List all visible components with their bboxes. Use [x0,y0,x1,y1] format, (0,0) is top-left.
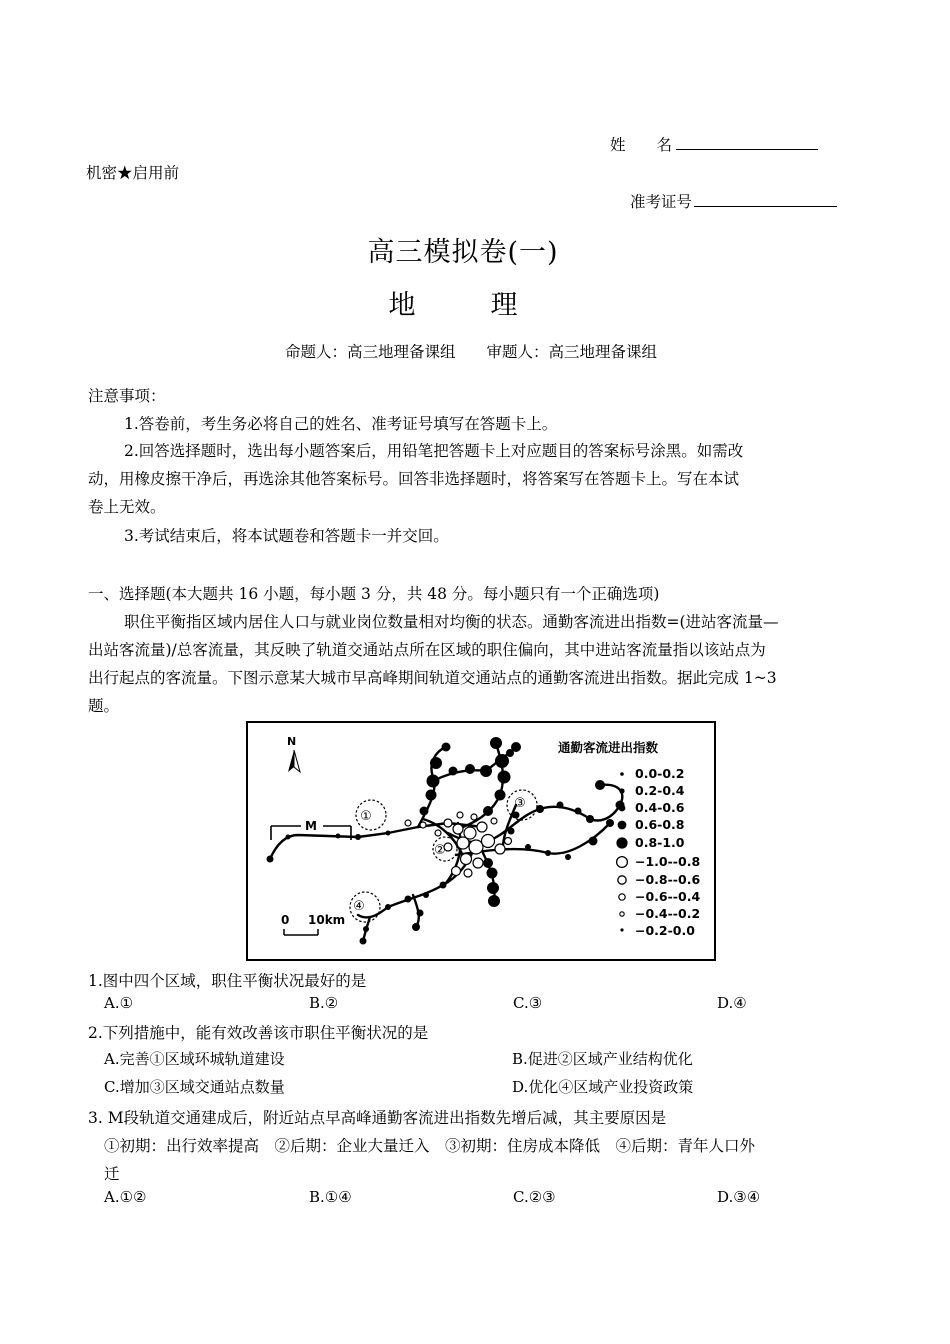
exam-id-label: 准考证号 [630,193,693,211]
notice-heading: 注意事项： [88,387,166,405]
north-label: N [287,735,297,748]
q3-items-line-1: ①初期：出行效率提高 ②后期：企业大量迁入 ③初期：住房成本降低 ④后期：青年人口外 [104,1137,756,1155]
region-2-label: ② [434,843,446,858]
legend-item-2: 0.2-0.4 [635,783,685,798]
exam-id-blank[interactable] [694,190,837,207]
notice-item-1: 1.答卷前，考生务必将自己的姓名、准考证号填写在答题卡上。 [124,415,558,433]
q1-option-d[interactable]: D.④ [717,994,747,1012]
intro-line-2: 出站客流量)/总客流量，其反映了轨道交通站点所在区域的职住偏向，其中进站客流量指以该站点为 [88,641,766,659]
q2-option-a[interactable]: A.完善①区域环城轨道建设 [104,1050,285,1068]
name-label: 姓 名 [610,136,673,154]
q1-option-b[interactable]: B.② [309,994,339,1012]
scale-bar [284,929,318,935]
north-arrow-icon [288,750,300,772]
exam-id-field[interactable] [630,190,837,212]
name-blank[interactable] [676,133,818,150]
q2-option-d[interactable]: D.优化④区域产业投资政策 [512,1078,694,1096]
q1-stem: 1.图中四个区域，职住平衡状况最好的是 [88,972,367,990]
q2-option-b[interactable]: B.促进②区域产业结构优化 [512,1050,693,1068]
scale-label: 10km [308,913,346,927]
q2-option-c[interactable]: C.增加③区域交通站点数量 [104,1078,285,1096]
authors-line: 命题人：高三地理备课组 审题人：高三地理备课组 [284,343,657,361]
commute-index-map [246,721,716,961]
legend-item-5: 0.8-1.0 [635,835,685,850]
rail-lines [270,743,622,941]
q2-stem: 2.下列措施中，能有效改善该市职住平衡状况的是 [88,1024,429,1042]
notice-item-3: 3.考试结束后，将本试题卷和答题卡一并交回。 [124,527,449,545]
q3-option-b[interactable]: B.①④ [309,1188,352,1206]
m-segment-label: M [305,819,317,833]
subject-title: 地 理 [388,290,542,321]
section-heading: 一、选择题(本大题共 16 小题，每小题 3 分，共 48 分。每小题只有一个正确选项) [88,585,660,603]
notice-item-2-line-2: 动，用橡皮擦干净后，再选涂其他答案标号。回答非选择题时，将答案写在答题卡上。写在本试 [88,470,740,488]
region-3-label: ③ [514,796,526,811]
q1-option-c[interactable]: C.③ [513,994,543,1012]
q3-option-d[interactable]: D.③④ [717,1188,761,1206]
legend-item-6: −1.0--0.8 [635,854,701,869]
legend-item-1: 0.0-0.2 [635,766,685,781]
intro-line-4: 题。 [88,697,120,715]
intro-line-3: 出行起点的客流量。下图示意某大城市早高峰期间轨道交通站点的通勤客流进出指数。据此完成 1~3 [88,669,777,687]
name-field[interactable] [610,133,818,155]
legend-item-10: −0.2-0.0 [635,923,695,938]
intro-line-1: 职住平衡指区域内居住人口与就业岗位数量相对均衡的状态。通勤客流进出指数=(进站客流量— [124,613,779,631]
region-1-label: ① [360,809,372,824]
legend-item-7: −0.8--0.6 [635,872,701,887]
legend-item-9: −0.4--0.2 [635,906,701,921]
legend-title: 通勤客流进出指数 [558,740,659,755]
q3-option-a[interactable]: A.①② [104,1188,147,1206]
scale-zero: 0 [281,913,290,927]
q3-stem: 3. M段轨道交通建成后，附近站点早高峰通勤客流进出指数先增后减，其主要原因是 [88,1109,667,1127]
legend-item-8: −0.6--0.4 [635,889,701,904]
legend-item-3: 0.4-0.6 [635,800,685,815]
legend-item-4: 0.6-0.8 [635,817,685,832]
region-4-label: ④ [353,899,365,914]
q3-option-c[interactable]: C.②③ [513,1188,556,1206]
notice-item-2-line-3: 卷上无效。 [88,498,166,516]
notice-item-2-line-1: 2.回答选择题时，选出每小题答案后，用铅笔把答题卡上对应题目的答案标号涂黑。如需改 [124,442,744,460]
page-title: 高三模拟卷(一) [367,237,559,268]
q3-items-line-2: 迁 [104,1165,120,1183]
confidential-mark: 机密★启用前 [86,164,180,182]
q1-option-a[interactable]: A.① [104,994,134,1012]
